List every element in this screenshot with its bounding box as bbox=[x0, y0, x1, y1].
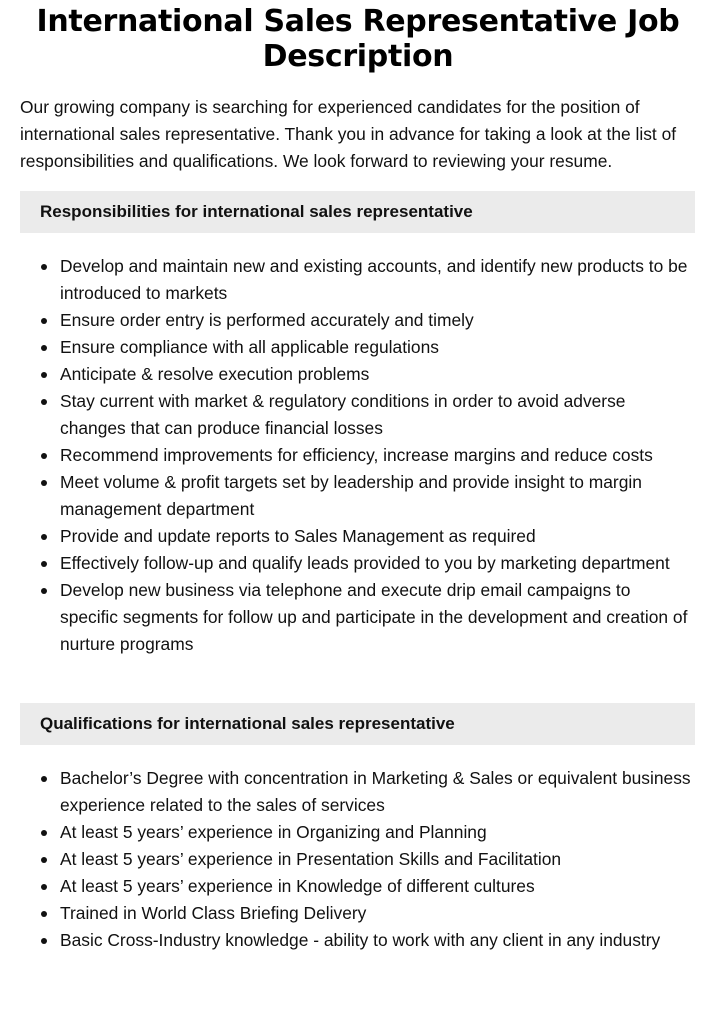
list-item: Stay current with market & regulatory conditions in order to avoid adverse changes that can produce financial losses bbox=[60, 388, 692, 442]
list-item: Develop and maintain new and existing accounts, and identify new products to be introduced to markets bbox=[60, 253, 692, 307]
list-item: At least 5 years’ experience in Knowledge of different cultures bbox=[60, 873, 692, 900]
list-item: At least 5 years’ experience in Organizing and Planning bbox=[60, 819, 692, 846]
responsibilities-heading: Responsibilities for international sales representative bbox=[20, 191, 695, 233]
responsibilities-list bbox=[20, 253, 692, 658]
list-item: Bachelor’s Degree with concentration in Marketing & Sales or equivalent business experience related to the sales of services bbox=[60, 765, 692, 819]
list-item: Basic Cross-Industry knowledge - ability to work with any client in any industry bbox=[60, 927, 692, 954]
list-item: At least 5 years’ experience in Presentation Skills and Facilitation bbox=[60, 846, 692, 873]
list-item: Ensure order entry is performed accurately and timely bbox=[60, 307, 692, 334]
list-item: Meet volume & profit targets set by leadership and provide insight to margin management department bbox=[60, 469, 692, 523]
intro-paragraph: Our growing company is searching for experienced candidates for the position of international sales representative. Thank you in advance for taking a look at the list of responsibilities and qualifications. We look forward to reviewing your resume. bbox=[20, 97, 677, 171]
list-item: Effectively follow-up and qualify leads provided to you by marketing department bbox=[60, 550, 692, 577]
list-item: Develop new business via telephone and execute drip email campaigns to specific segments for follow up and participate in the development and creation of nurture programs bbox=[60, 577, 692, 658]
list-item: Anticipate & resolve execution problems bbox=[60, 361, 692, 388]
qualifications-heading: Qualifications for international sales representative bbox=[20, 703, 695, 745]
page-title: International Sales Representative Job Description bbox=[36, 4, 680, 74]
qualifications-list bbox=[20, 765, 692, 954]
list-item: Provide and update reports to Sales Management as required bbox=[60, 523, 692, 550]
list-item: Ensure compliance with all applicable regulations bbox=[60, 334, 692, 361]
list-item: Recommend improvements for efficiency, increase margins and reduce costs bbox=[60, 442, 692, 469]
list-item: Trained in World Class Briefing Delivery bbox=[60, 900, 692, 927]
